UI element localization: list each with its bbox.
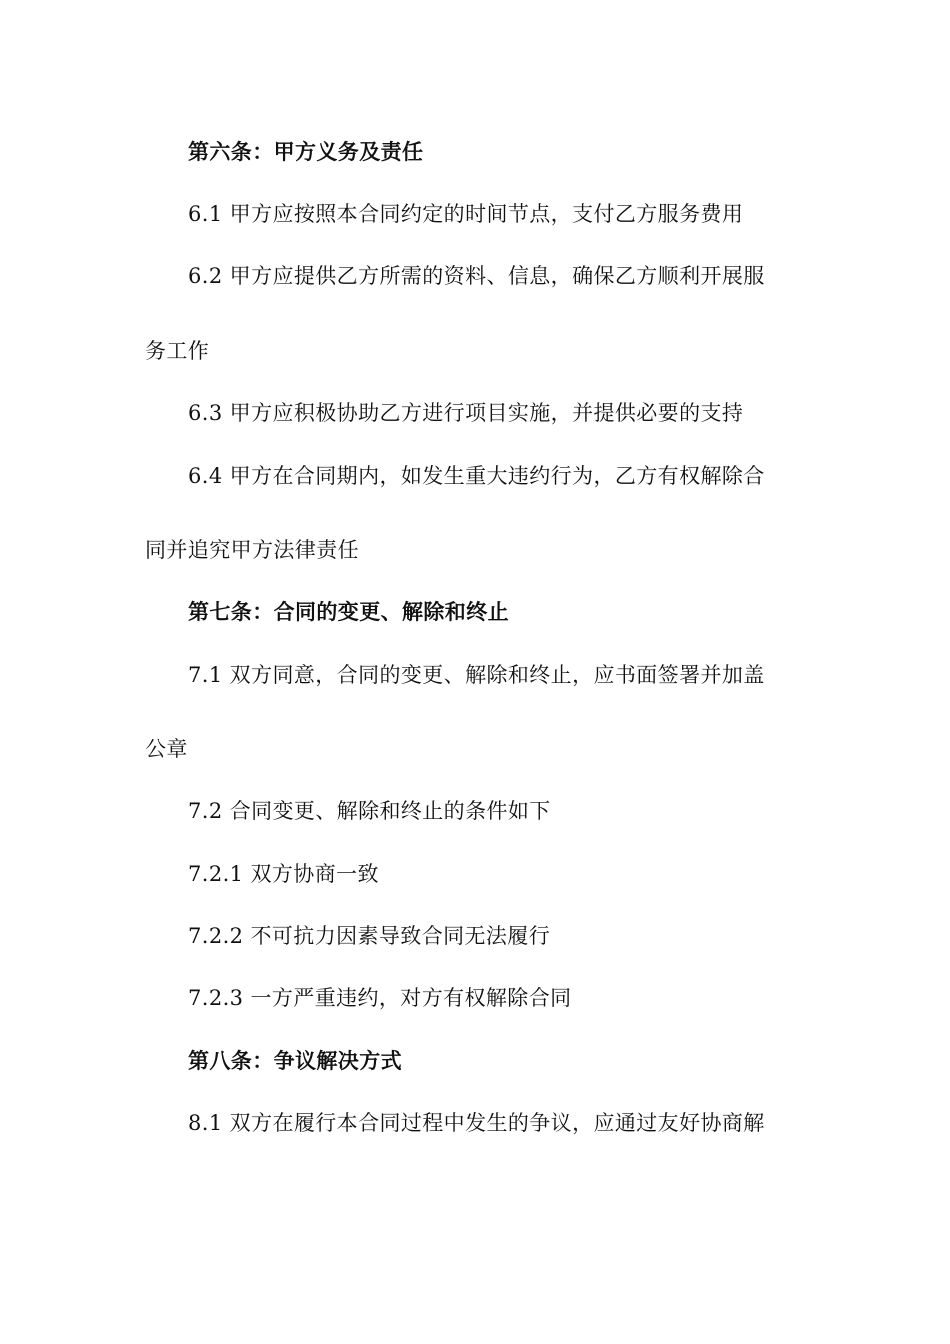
clause-6-3: 6.3 甲方应积极协助乙方进行项目实施，并提供必要的支持: [188, 401, 744, 425]
clause-6-2: 6.2 甲方应提供乙方所需的资料、信息，确保乙方顺利开展服: [188, 264, 765, 288]
article-6-heading: 第六条：甲方义务及责任: [188, 140, 424, 164]
clause-7-2-2: 7.2.2 不可抗力因素导致合同无法履行: [188, 924, 551, 948]
clause-7-1-continued: 公章: [145, 737, 188, 761]
clause-7-2-1: 7.2.1 双方协商一致: [188, 862, 379, 886]
clause-6-2-continued: 务工作: [145, 339, 210, 363]
clause-6-1: 6.1 甲方应按照本合同约定的时间节点，支付乙方服务费用: [188, 202, 744, 226]
clause-7-1: 7.1 双方同意，合同的变更、解除和终止，应书面签署并加盖: [188, 663, 765, 687]
clause-6-4-continued: 同并追究甲方法律责任: [145, 538, 359, 562]
clause-8-1: 8.1 双方在履行本合同过程中发生的争议，应通过友好协商解: [188, 1111, 765, 1135]
article-8-heading: 第八条：争议解决方式: [188, 1049, 402, 1073]
clause-7-2: 7.2 合同变更、解除和终止的条件如下: [188, 799, 551, 823]
article-7-heading: 第七条：合同的变更、解除和终止: [188, 600, 509, 624]
clause-7-2-3: 7.2.3 一方严重违约，对方有权解除合同: [188, 986, 572, 1010]
clause-6-4: 6.4 甲方在合同期内，如发生重大违约行为，乙方有权解除合: [188, 464, 765, 488]
